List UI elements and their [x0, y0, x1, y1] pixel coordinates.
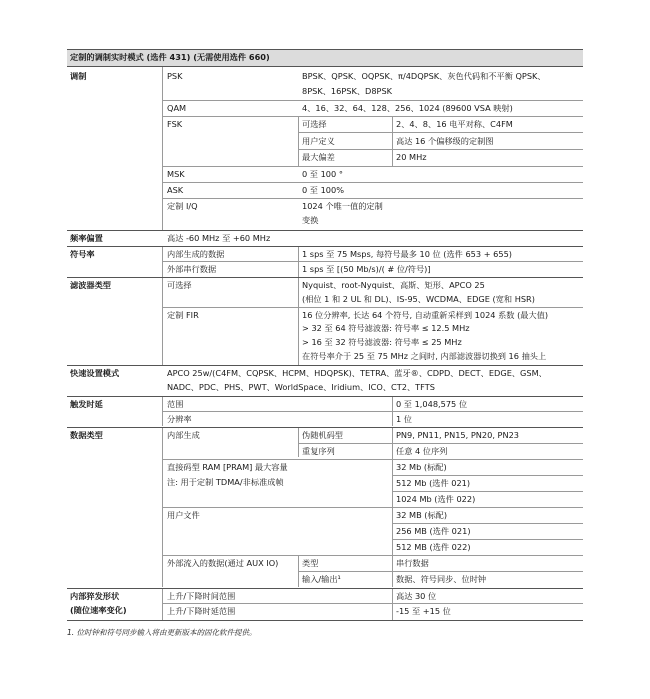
- divider: [162, 459, 583, 460]
- qam-value: 4、16、32、64、128、256、1024 (89600 VSA 映射): [302, 103, 513, 113]
- divider: [162, 182, 583, 183]
- trigger-res-label: 分辨率: [167, 414, 192, 424]
- filter-fir-line1: 16 位分辨率, 长达 64 个符号, 自动重新采样到 1024 系数 (最大值): [302, 310, 549, 320]
- table-title: 定制的调制实时模式 (选件 431) (无需使用选件 660): [70, 52, 270, 62]
- section-label-modulation: 调制: [70, 71, 87, 81]
- data-user-file-value-3: 512 MB (选件 022): [396, 542, 471, 552]
- section-label-data-type: 数据类型: [70, 430, 103, 440]
- data-ram-label-line2: 注: 用于定制 TDMA/非标准成帧: [167, 477, 284, 487]
- divider: [67, 230, 583, 231]
- custom-iq-label: 定制 I/Q: [167, 201, 198, 211]
- filter-fir-line2: > 32 至 64 符号滤波器: 符号率 ≤ 12.5 MHz: [302, 323, 470, 333]
- section-label-burst-shape-sub: (随位速率变化): [70, 605, 127, 615]
- divider: [67, 588, 583, 589]
- divider: [298, 132, 583, 133]
- quick-setup-line1: APCO 25w/(C4FM、CQPSK、HCPM、HDQPSK)、TETRA、蓝牙®、CDPD、DECT、EDGE、GSM、: [167, 368, 547, 378]
- divider: [162, 198, 583, 199]
- section-label-filter: 滤波器类型: [70, 280, 111, 290]
- data-ext-type-label: 类型: [302, 558, 319, 568]
- ask-value: 0 至 100%: [302, 185, 345, 195]
- divider: [298, 116, 299, 166]
- divider: [162, 507, 583, 508]
- divider: [162, 67, 163, 230]
- psk-label: PSK: [167, 71, 183, 81]
- data-ext-io-value: 数据、符号同步、位时钟: [396, 574, 487, 584]
- divider: [392, 475, 583, 476]
- filter-fir-line3: > 16 至 32 符号滤波器: 符号率 ≤ 25 MHz: [302, 337, 462, 347]
- filter-fir-line4: 在符号率介于 25 至 75 MHz 之间时, 内部滤波器切换到 16 抽头上: [302, 351, 547, 361]
- divider: [67, 620, 583, 621]
- section-label-symbol-rate: 符号率: [70, 249, 95, 259]
- divider: [67, 365, 583, 366]
- divider: [298, 443, 583, 444]
- divider: [162, 588, 163, 620]
- data-ram-value-3: 1024 Mb (选件 022): [396, 494, 476, 504]
- divider: [67, 427, 583, 428]
- fsk-maxdev-label: 最大偏差: [302, 152, 335, 162]
- divider: [162, 411, 583, 412]
- ask-label: ASK: [167, 185, 184, 195]
- burst-delay-label: 上升/下降时延范围: [167, 606, 236, 616]
- trigger-range-value: 0 至 1,048,575 位: [396, 399, 468, 409]
- divider: [392, 588, 393, 620]
- footnote: 1. 位时钟和符号同步输入将由更新版本的固化软件提供。: [67, 628, 257, 637]
- psk-value-line1: BPSK、QPSK、OQPSK、π/4DQPSK、灰色代码和不平衡 QPSK、: [302, 71, 546, 81]
- data-repeat-value: 任意 4 位序列: [396, 446, 448, 456]
- section-label-trigger-delay: 触发时延: [70, 399, 103, 409]
- divider: [162, 261, 583, 262]
- divider: [67, 66, 583, 67]
- custom-iq-value-line1: 1024 个唯一值的定制: [302, 201, 383, 211]
- fsk-selectable-label: 可选择: [302, 119, 327, 129]
- divider: [298, 571, 583, 572]
- data-repeat-label: 重复序列: [302, 446, 335, 456]
- data-ram-label-line1: 直接码型 RAM [PRAM] 最大容量: [167, 462, 288, 472]
- trigger-res-value: 1 位: [396, 414, 412, 424]
- fsk-maxdev-value: 20 MHz: [396, 152, 427, 162]
- divider: [162, 116, 583, 117]
- data-ram-value-2: 512 Mb (选件 021): [396, 478, 471, 488]
- custom-iq-value-line2: 变换: [302, 215, 319, 225]
- data-user-file-label: 用户文件: [167, 510, 200, 520]
- quick-setup-line2: NADC、PDC、PHS、PWT、WorldSpace、Iridium、ICO、CT2、TFTS: [167, 382, 435, 392]
- filter-selectable-line2: (相位 1 和 2 UL 和 DL)、IS-95、WCDMA、EDGE (宽和 HSR): [302, 294, 535, 304]
- divider: [67, 246, 583, 247]
- divider: [162, 555, 583, 556]
- msk-label: MSK: [167, 169, 185, 179]
- section-label-burst-shape: 内部猝发形状: [70, 591, 120, 601]
- fsk-user-value: 高达 16 个偏移级的定制图: [396, 136, 494, 146]
- divider: [298, 427, 299, 457]
- divider: [67, 277, 583, 278]
- data-ext-io-label: 输入/输出¹: [302, 574, 341, 584]
- psk-value-line2: 8PSK、16PSK、D8PSK: [302, 86, 393, 96]
- data-ext-type-value: 串行数据: [396, 558, 429, 568]
- symbol-rate-internal-value: 1 sps 至 75 Msps, 每符号最多 10 位 (选件 653 + 655): [302, 249, 512, 259]
- fsk-selectable-value: 2、4、8、16 电平对称、C4FM: [396, 119, 513, 129]
- divider: [67, 49, 583, 50]
- data-ram-value-1: 32 Mb (标配): [396, 462, 447, 472]
- symbol-rate-internal-label: 内部生成的数据: [167, 249, 225, 259]
- msk-value: 0 至 100 °: [302, 169, 343, 179]
- symbol-rate-external-label: 外部串行数据: [167, 264, 217, 274]
- burst-rise-value: 高达 30 位: [396, 591, 437, 601]
- divider: [392, 116, 393, 166]
- divider: [162, 603, 583, 604]
- divider: [162, 100, 583, 101]
- section-label-quick-setup: 快速设置模式: [70, 368, 120, 378]
- section-label-freq-offset: 频率偏置: [70, 233, 103, 243]
- divider: [392, 539, 583, 540]
- fsk-user-label: 用户定义: [302, 136, 335, 146]
- filter-selectable-label: 可选择: [167, 280, 192, 290]
- divider: [392, 523, 583, 524]
- freq-offset-value: 高达 -60 MHz 至 +60 MHz: [167, 233, 271, 243]
- data-external-label: 外部流入的数据(通过 AUX IO): [167, 558, 279, 568]
- symbol-rate-external-value: 1 sps 至 [(50 Mb/s)/( # 位/符号)]: [302, 264, 431, 274]
- burst-rise-label: 上升/下降时间范围: [167, 591, 236, 601]
- data-user-file-value-2: 256 MB (选件 021): [396, 526, 471, 536]
- divider: [162, 166, 583, 167]
- data-internal-label: 内部生成: [167, 430, 200, 440]
- trigger-range-label: 范围: [167, 399, 184, 409]
- divider: [298, 149, 583, 150]
- divider: [392, 491, 583, 492]
- filter-fir-label: 定制 FIR: [167, 310, 199, 320]
- divider: [162, 277, 163, 365]
- data-user-file-value-1: 32 MB (标配): [396, 510, 448, 520]
- burst-delay-value: -15 至 +15 位: [396, 606, 451, 616]
- filter-selectable-line1: Nyquist、root-Nyquist、高斯、矩形、APCO 25: [302, 280, 485, 290]
- data-prbs-label: 伪随机码型: [302, 430, 343, 440]
- divider: [162, 307, 583, 308]
- divider: [298, 277, 299, 365]
- divider: [67, 396, 583, 397]
- data-prbs-value: PN9, PN11, PN15, PN20, PN23: [396, 430, 520, 440]
- qam-label: QAM: [167, 103, 187, 113]
- fsk-label: FSK: [167, 119, 183, 129]
